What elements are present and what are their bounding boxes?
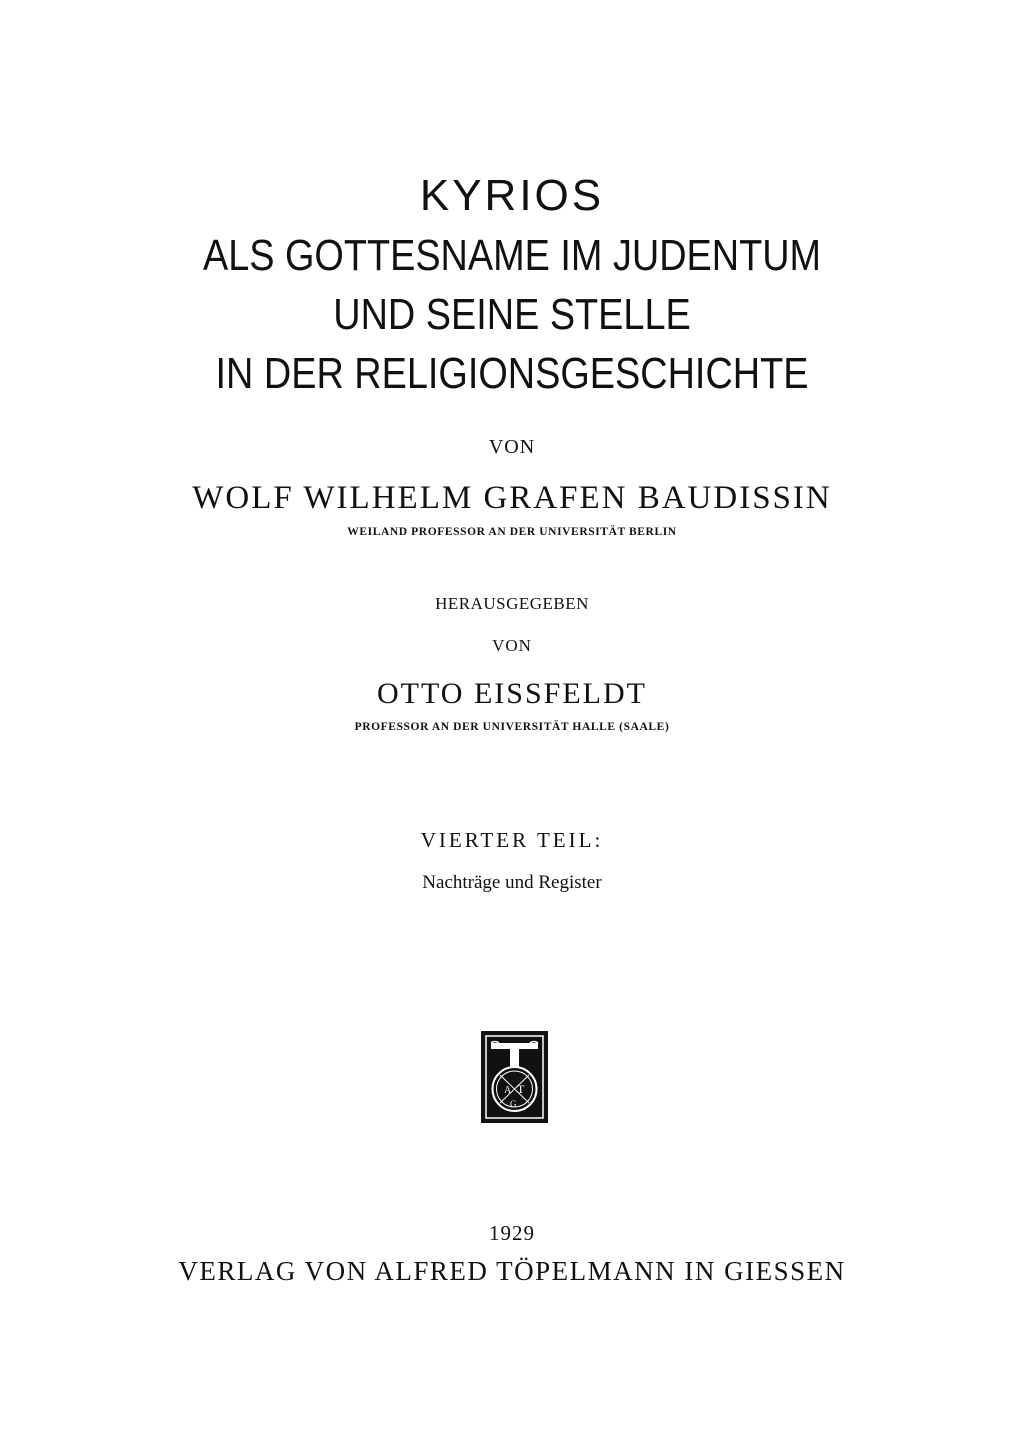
title-line-2: ALS GOTTESNAME IM JUDENTUM (202, 231, 822, 280)
logo-letter-a: A (504, 1085, 512, 1096)
publisher-line: VERLAG VON ALFRED TÖPELMANN IN GIESSEN (178, 1256, 846, 1286)
publisher-emblem-icon (481, 1031, 548, 1123)
part-label: VIERTER TEIL: (420, 828, 604, 852)
logo-letter-t: T (517, 1082, 525, 1096)
byline-von: VON (488, 436, 536, 458)
part-subtitle: Nachträge und Register (422, 872, 602, 893)
logo-letter-g: G (510, 1099, 517, 1109)
title-line-4: IN DER RELIGIONSGESCHICHTE (215, 349, 809, 398)
herausgegeben-label: HERAUSGEGEBEN (435, 594, 589, 613)
editor-title: PROFESSOR AN DER UNIVERSITÄT HALLE (SAALE) (354, 721, 670, 733)
author-title: WEILAND PROFESSOR AN DER UNIVERSITÄT BERLIN (347, 526, 677, 538)
editor-name: OTTO EISSFELDT (377, 677, 647, 710)
publication-year: 1929 (489, 1221, 535, 1245)
author-name: WOLF WILHELM GRAFEN BAUDISSIN (192, 480, 832, 516)
editor-von: VON (492, 636, 532, 655)
title-line-1: KYRIOS (419, 171, 605, 220)
title-line-3: UND SEINE STELLE (333, 290, 691, 339)
